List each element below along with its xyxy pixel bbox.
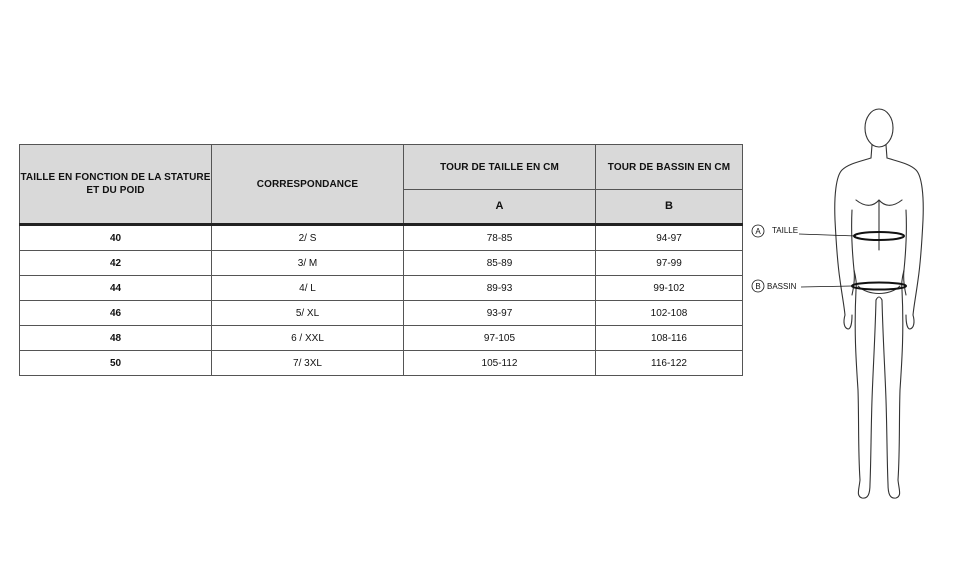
cell-waist: 105-112: [404, 351, 596, 376]
cell-correspondance: 5/ XL: [212, 301, 404, 326]
body-measurement-figure: [748, 100, 948, 504]
table-row: [20, 326, 743, 351]
table-row: [20, 301, 743, 326]
cell-waist: 85-89: [404, 251, 596, 276]
header-correspondance: CORRESPONDANCE: [212, 145, 404, 225]
cell-hip: 108-116: [596, 326, 743, 351]
cell-size: 40: [20, 225, 212, 251]
cell-waist: 89-93: [404, 276, 596, 301]
table-row: [20, 251, 743, 276]
cell-size: 42: [20, 251, 212, 276]
table-row: [20, 276, 743, 301]
cell-hip: 116-122: [596, 351, 743, 376]
cell-hip: 97-99: [596, 251, 743, 276]
marker-a-letter: A: [755, 227, 761, 236]
cell-correspondance: 3/ M: [212, 251, 404, 276]
cell-correspondance: 6 / XXL: [212, 326, 404, 351]
label-bassin: BASSIN: [767, 282, 797, 291]
cell-waist: 97-105: [404, 326, 596, 351]
cell-correspondance: 7/ 3XL: [212, 351, 404, 376]
cell-hip: 102-108: [596, 301, 743, 326]
cell-waist: 78-85: [404, 225, 596, 251]
label-taille: TAILLE: [772, 226, 799, 235]
subheader-waist-a: A: [404, 190, 596, 225]
table-row: [20, 351, 743, 376]
cell-size: 50: [20, 351, 212, 376]
cell-waist: 93-97: [404, 301, 596, 326]
cell-size: 44: [20, 276, 212, 301]
table-row: [20, 225, 743, 251]
header-waist: TOUR DE TAILLE EN CM: [404, 145, 596, 190]
subheader-hip-b: B: [596, 190, 743, 225]
cell-correspondance: 4/ L: [212, 276, 404, 301]
size-chart-table: [19, 144, 743, 376]
header-hip: TOUR DE BASSIN EN CM: [596, 145, 743, 190]
body-outline-icon: [835, 109, 923, 498]
marker-b-letter: B: [755, 282, 761, 291]
hip-measure-band: [852, 283, 906, 290]
cell-size: 46: [20, 301, 212, 326]
cell-size: 48: [20, 326, 212, 351]
table-header-row: [20, 145, 743, 190]
cell-hip: 94-97: [596, 225, 743, 251]
cell-correspondance: 2/ S: [212, 225, 404, 251]
cell-hip: 99-102: [596, 276, 743, 301]
header-size-by-stature: TAILLE EN FONCTION DE LA STATURE ET DU POID: [20, 145, 212, 225]
